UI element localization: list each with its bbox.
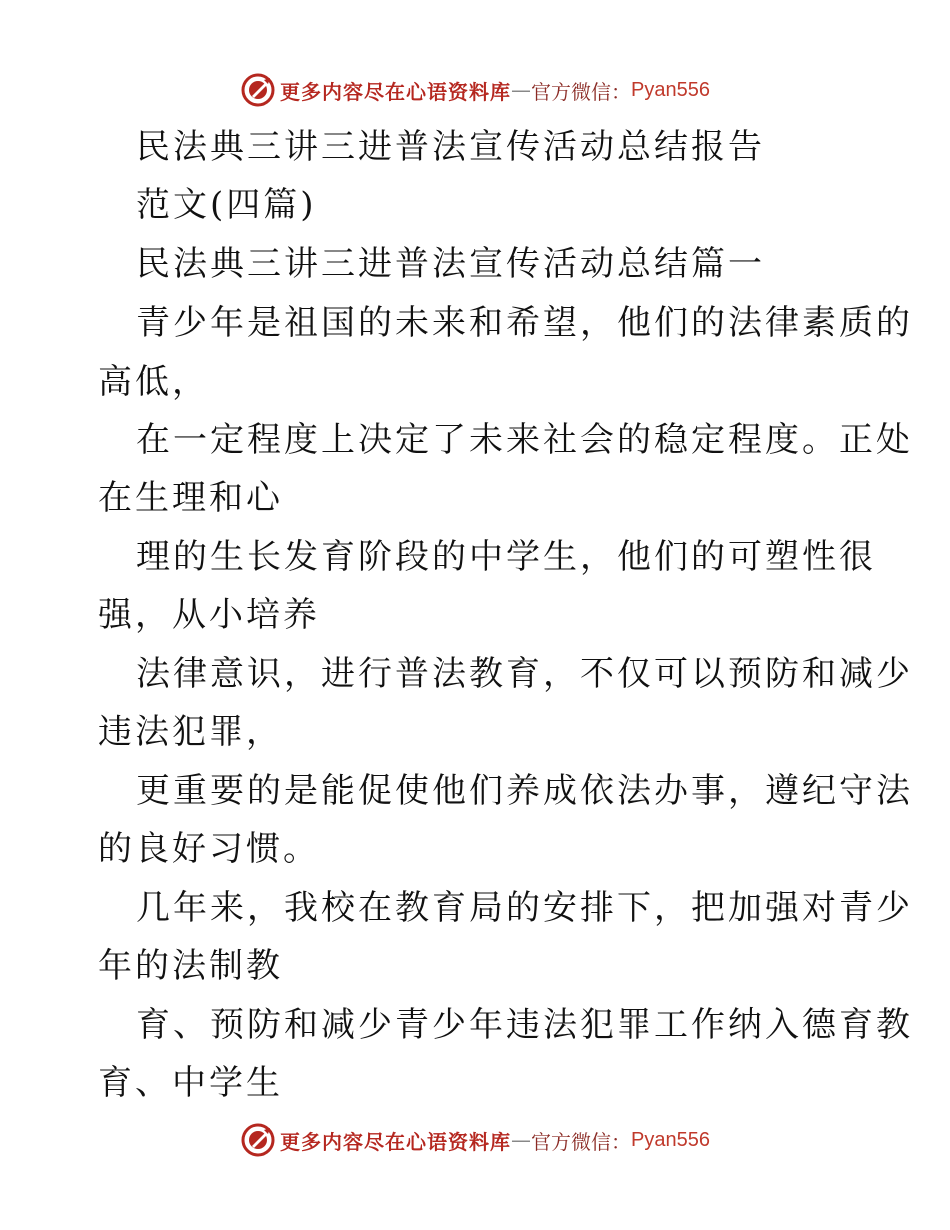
banner-main-text: 更多内容尽在心语资料库 (280, 79, 512, 104)
banner-main-text: 更多内容尽在心语资料库 (280, 1129, 512, 1154)
seal-logo-icon (240, 1122, 276, 1158)
paragraph-line: 几年来，我校在教育局的安排下，把加强对青少 (136, 888, 913, 928)
paragraph-line: 违法犯罪， (98, 712, 283, 752)
footer-banner (0, 1120, 950, 1160)
document-title-line-1: 民法典三讲三进普法宣传活动总结报告 (136, 127, 765, 167)
paragraph-line: 在生理和心 (98, 478, 283, 518)
banner-wechat-label: 官方微信： (531, 1129, 632, 1154)
banner-wechat-id: Pyan556 (631, 78, 710, 101)
document-title-line-2: 范文(四篇) (136, 185, 317, 225)
paragraph-line: 育、预防和减少青少年违法犯罪工作纳入德育教 (136, 1005, 913, 1045)
banner-wechat-label: 官方微信： (531, 79, 632, 104)
paragraph-line: 理的生长发育阶段的中学生，他们的可塑性很 (136, 537, 876, 577)
header-banner (0, 70, 950, 110)
paragraph-line: 青少年是祖国的未来和希望，他们的法律素质的 (136, 303, 913, 343)
banner-wechat-id: Pyan556 (631, 1128, 710, 1151)
paragraph-line: 更重要的是能促使他们养成依法办事，遵纪守法 (136, 771, 913, 811)
paragraph-line: 年的法制教 (98, 946, 283, 986)
section-heading: 民法典三讲三进普法宣传活动总结篇一 (136, 244, 765, 284)
paragraph-line: 强，从小培养 (98, 595, 320, 635)
banner-separator: — (511, 1128, 532, 1152)
paragraph-line: 在一定程度上决定了未来社会的稳定程度。正处 (136, 420, 913, 460)
paragraph-line: 的良好习惯。 (98, 829, 320, 869)
seal-logo-icon (240, 72, 276, 108)
paragraph-line: 育、中学生 (98, 1063, 283, 1103)
paragraph-line: 高低， (98, 362, 209, 402)
banner-separator: — (511, 78, 532, 102)
paragraph-line: 法律意识，进行普法教育，不仅可以预防和减少 (136, 654, 913, 694)
